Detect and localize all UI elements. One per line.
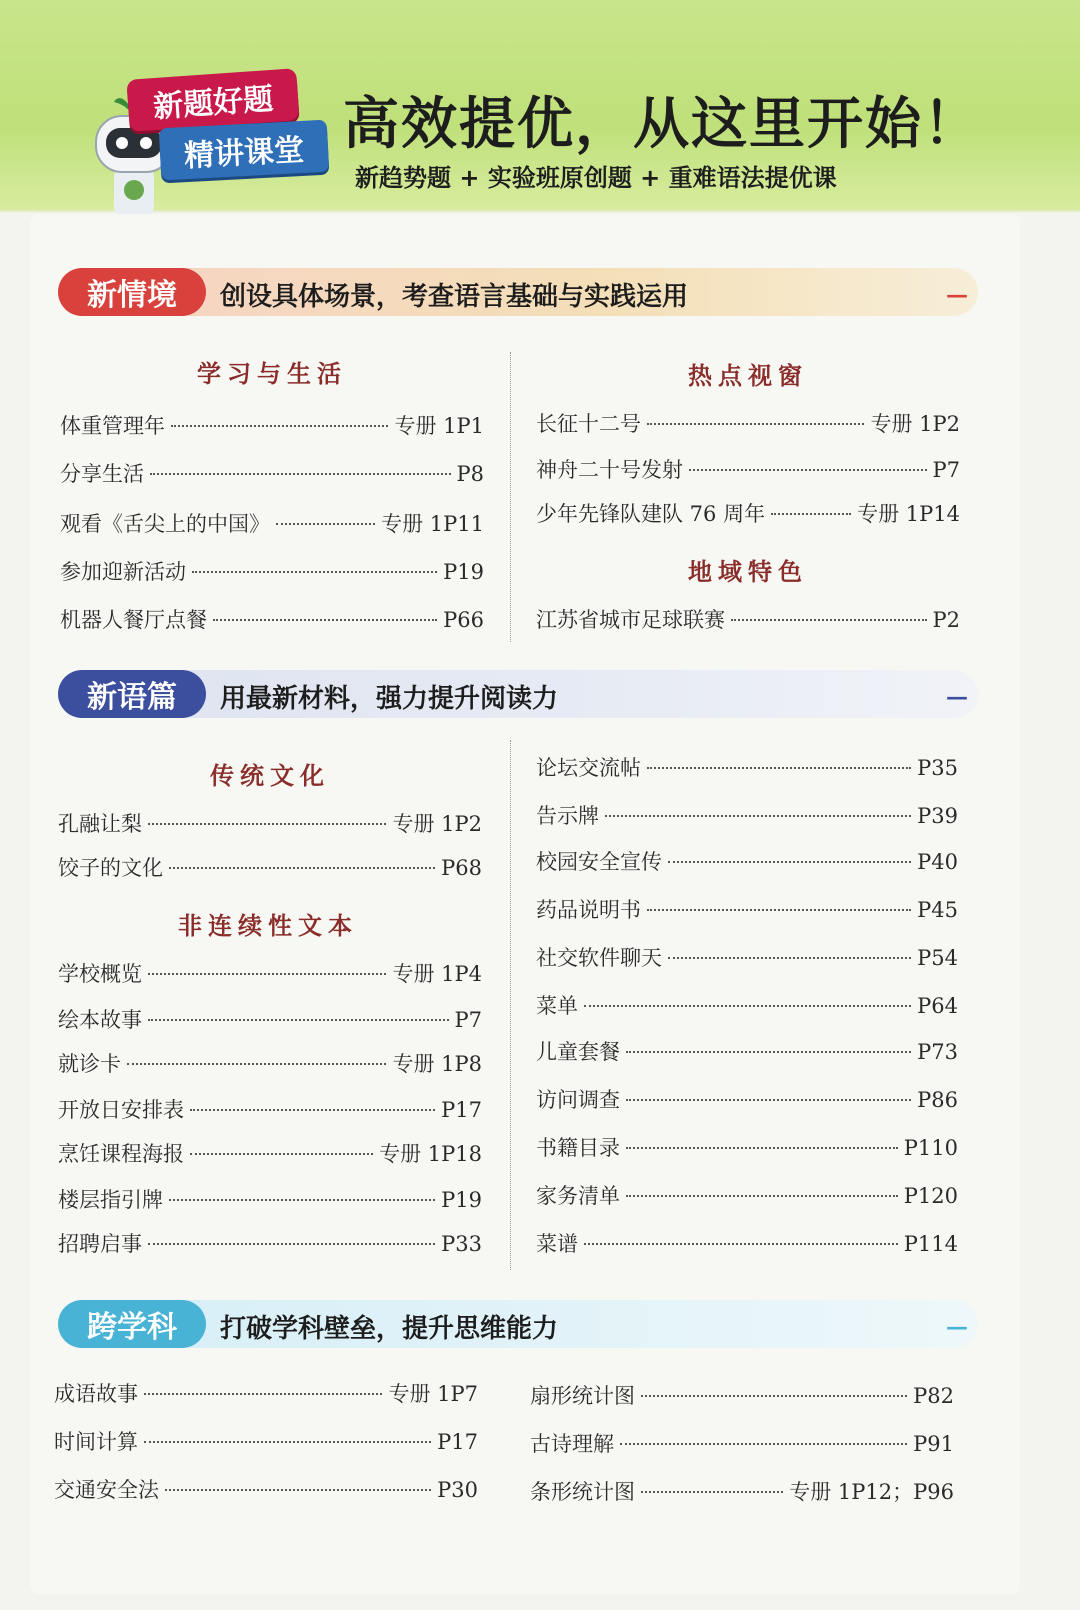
list-item: 儿童套餐 P73 xyxy=(536,1040,958,1064)
list-item: 开放日安排表 P17 xyxy=(58,1098,482,1122)
dash-icon: — xyxy=(946,1314,968,1340)
group-title: 地域特色 xyxy=(688,557,808,586)
list-item: 书籍目录 P110 xyxy=(536,1136,958,1160)
list-item: 校园安全宣传 P40 xyxy=(536,850,958,874)
list-item: 体重管理年 专册 1P1 xyxy=(60,414,484,438)
list-item: 饺子的文化 P68 xyxy=(58,856,482,880)
list-item: 分享生活 P8 xyxy=(60,462,484,486)
list-item: 扇形统计图 P82 xyxy=(530,1384,954,1408)
list-item: 就诊卡 专册 1P8 xyxy=(58,1052,482,1076)
dash-icon: — xyxy=(946,684,968,710)
header-banner xyxy=(0,0,1080,212)
list-item: 成语故事 专册 1P7 xyxy=(54,1382,478,1406)
list-item: 交通安全法 P30 xyxy=(54,1478,478,1502)
list-item: 绘本故事 P7 xyxy=(58,1008,482,1032)
group-title: 非连续性文本 xyxy=(178,911,358,940)
list-item: 时间计算 P17 xyxy=(54,1430,478,1454)
list-item: 告示牌 P39 xyxy=(536,804,958,828)
list-item: 观看《舌尖上的中国》 专册 1P11 xyxy=(60,512,484,536)
list-item: 神舟二十号发射 P7 xyxy=(536,458,960,482)
list-item: 社交软件聊天 P54 xyxy=(536,946,958,970)
badge-new-good-questions: 新题好题 xyxy=(126,68,299,132)
list-item: 论坛交流帖 P35 xyxy=(536,756,958,780)
list-item: 招聘启事 P33 xyxy=(58,1232,482,1256)
badge-lecture-class: 精讲课堂 xyxy=(159,120,329,181)
section-bar-cross-subject xyxy=(58,1300,978,1348)
list-item: 学校概览 专册 1P4 xyxy=(58,962,482,986)
section-description: 打破学科壁垒，提升思维能力 xyxy=(220,1314,559,1344)
section-label: 跨学科 xyxy=(58,1300,206,1348)
section-description: 用最新材料，强力提升阅读力 xyxy=(220,684,559,714)
list-item: 孔融让梨 专册 1P2 xyxy=(58,812,482,836)
section-label: 新情境 xyxy=(58,268,206,316)
group-title: 传统文化 xyxy=(210,761,330,790)
list-item: 访问调查 P86 xyxy=(536,1088,958,1112)
column-divider xyxy=(510,352,511,642)
list-item: 长征十二号 专册 1P2 xyxy=(536,412,960,436)
group-title: 学习与生活 xyxy=(197,359,347,388)
dash-icon: — xyxy=(946,282,968,308)
list-item: 少年先锋队建队 76 周年 专册 1P14 xyxy=(536,502,960,526)
section-description: 创设具体场景，考查语言基础与实践运用 xyxy=(220,282,689,312)
section-label: 新语篇 xyxy=(58,670,206,718)
list-item: 参加迎新活动 P19 xyxy=(60,560,484,584)
list-item: 楼层指引牌 P19 xyxy=(58,1188,482,1212)
list-item: 机器人餐厅点餐 P66 xyxy=(60,608,484,632)
list-item: 药品说明书 P45 xyxy=(536,898,958,922)
section-bar-new-texts xyxy=(58,670,978,718)
slogan: 高效提优，从这里开始！ xyxy=(343,92,981,157)
section-bar-new-context xyxy=(58,268,978,316)
list-item: 菜单 P64 xyxy=(536,994,958,1018)
group-title: 热点视窗 xyxy=(688,361,808,390)
column-divider xyxy=(510,740,511,1270)
list-item: 古诗理解 P91 xyxy=(530,1432,954,1456)
list-item: 江苏省城市足球联赛 P2 xyxy=(536,608,960,632)
subslogan: 新趋势题 + 实验班原创题 + 重难语法提优课 xyxy=(355,164,837,192)
list-item: 家务清单 P120 xyxy=(536,1184,958,1208)
list-item: 条形统计图 专册 1P12；P96 xyxy=(530,1480,954,1504)
list-item: 烹饪课程海报 专册 1P18 xyxy=(58,1142,482,1166)
list-item: 菜谱 P114 xyxy=(536,1232,958,1256)
